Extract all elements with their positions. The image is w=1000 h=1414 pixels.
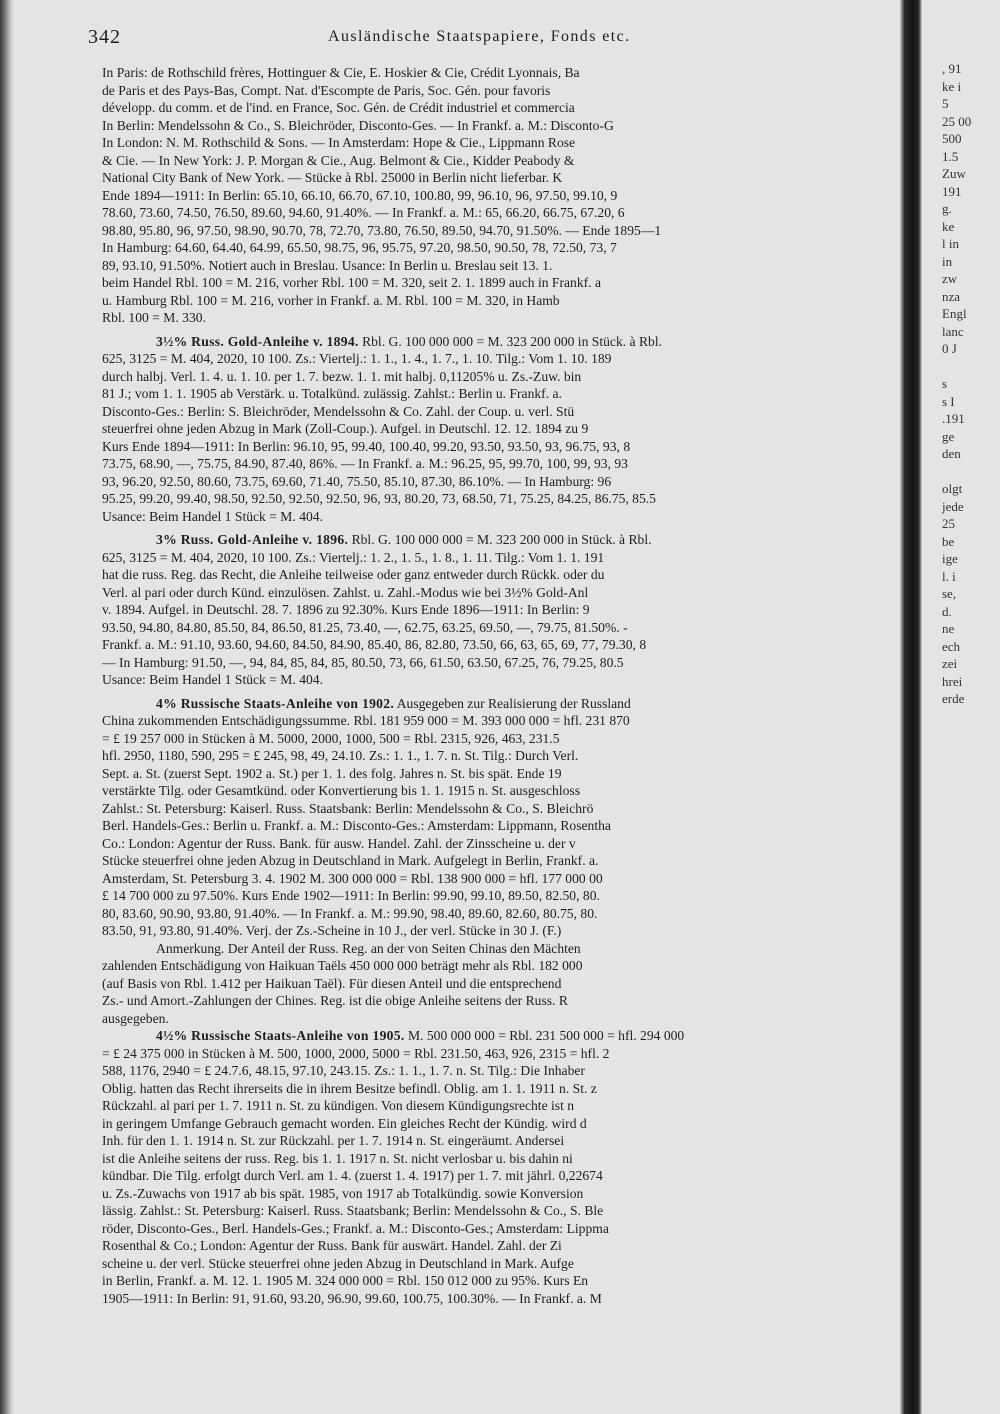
facing-page-fragment: 25 — [942, 516, 955, 531]
entry-line: Berl. Handels-Ges.: Berlin u. Frankf. a. M.: Disconto-Ges.: Amsterdam: Lippmann, Rosentha — [102, 818, 611, 833]
entry — [102, 327, 872, 526]
entry-line: China zukommenden Entschädigungssumme. Rbl. 181 959 000 = M. 393 000 000 = hfl. 231 870 — [102, 713, 630, 728]
entry-line: Amsterdam, St. Petersburg 3. 4. 1902 M. 300 000 000 = Rbl. 138 900 000 = hfl. 177 000 00 — [102, 870, 603, 886]
intro-line: Rbl. 100 = M. 330. — [102, 310, 206, 325]
entry-line: 81 J.; vom 1. 1. 1905 ab Verstärk. u. Totalkünd. zulässig. Zahlst.: Berlin u. Frankf. a. — [102, 386, 562, 401]
facing-page-fragment: l. i — [942, 568, 956, 584]
entry-line: Usance: Beim Handel 1 Stück = M. 404. — [102, 508, 323, 524]
entry-title: 3% Russ. Gold-Anleihe v. 1896. — [156, 532, 349, 547]
entry-line: röder, Disconto-Ges., Berl. Handels-Ges.; Frankf. a. M.: Disconto-Ges.; Amsterdam: Lippma — [102, 1220, 609, 1236]
intro-line: In Paris: de Rothschild frères, Hottinguer & Cie, E. Hoskier & Cie, Crédit Lyonnais, Ba — [102, 65, 580, 80]
facing-page-fragment: lanc — [942, 323, 964, 339]
intro-line: 98.80, 95.80, 96, 97.50, 98.90, 90.70, 78, 72.70, 73.80, 76.50, 89.50, 94.70, 91.50%. — Ende 1895—1 — [102, 222, 662, 238]
entry-first-line — [102, 531, 872, 549]
entry-line: Zahlst.: St. Petersburg: Kaiserl. Russ. Staatsbank: Berlin: Mendelssohn & Co., S. Bleichrö — [102, 800, 594, 816]
facing-page-fragment: 191 — [942, 183, 962, 199]
entry-title: 4½% Russische Staats-Anleihe von 1905. — [156, 1028, 405, 1043]
facing-page-fragment: 0 J — [942, 341, 957, 356]
entry-line: 73.75, 68.90, —, 75.75, 84.90, 87.40, 86%. — In Frankf. a. M.: 96.25, 95, 99.70, 100, 99, 93, 93 — [102, 456, 628, 471]
running-head — [88, 26, 878, 50]
facing-page-fragment: zei — [942, 656, 958, 671]
entry-line: — In Hamburg: 91.50, —, 94, 84, 85, 84, 85, 80.50, 73, 66, 61.50, 63.50, 67.25, 76, 79.25, 80.5 — [102, 654, 624, 670]
facing-page-fragment: 1.5 — [942, 148, 959, 164]
intro-line: 78.60, 73.60, 74.50, 76.50, 89.60, 94.60, 91.40%. — In Frankf. a. M.: 65, 66.20, 66.75, 67.20, 6 — [102, 205, 625, 220]
entry-title: 4% Russische Staats-Anleihe von 1902. — [156, 695, 395, 711]
entry-line: hat die russ. Reg. das Recht, die Anleihe teilweise oder ganz entweder durch Rückk. oder du — [102, 567, 605, 582]
entry-line: Rosenthal & Co.; London: Agentur der Russ. Bank für auswärt. Handel. Zahl. der Zi — [102, 1238, 562, 1253]
intro-line: 89, 93.10, 91.50%. Notiert auch in Breslau. Usance: In Berlin u. Breslau seit 13. 1. — [102, 257, 553, 273]
facing-page-fragment: Zuw — [942, 166, 966, 181]
entry-line: Usance: Beim Handel 1 Stück = M. 404. — [102, 672, 323, 687]
facing-page-fragment: ne — [942, 621, 955, 636]
intro-line: de Paris et des Pays-Bas, Compt. Nat. d'Escompte de Paris, Soc. Gén. pour favoris — [102, 82, 551, 98]
entry-line: £ 14 700 000 zu 97.50%. Kurs Ende 1902—1911: In Berlin: 99.90, 99.10, 89.50, 82.50, 80. — [102, 888, 600, 903]
entry-title-rest: Ausgegeben zur Realisierung der Russland — [394, 695, 631, 711]
entry-line: 1905—1911: In Berlin: 91, 91.60, 93.20, 96.90, 99.60, 100.75, 100.30%. — In Frankf. a. M — [102, 1290, 602, 1306]
facing-page-fragment: ige — [942, 551, 958, 566]
entry-line: ist die Anleihe seitens der russ. Reg. bis 1. 1. 1917 n. St. nicht verlosbar u. bis dahin ni — [102, 1150, 573, 1166]
facing-page-fragment: jede — [942, 498, 964, 514]
intro-line: In London: N. M. Rothschild & Sons. — In Amsterdam: Hope & Cie., Lippmann Rose — [102, 135, 576, 150]
entry-line: Verl. al pari oder durch Künd. einzulösen. Zahlst. u. Zahl.-Modus wie bei 3½% Gold-Anl — [102, 584, 589, 600]
entry-line: Inh. für den 1. 1. 1914 n. St. zur Rückzahl. per 1. 7. 1914 n. St. eingeräumt. Andersei — [102, 1133, 565, 1148]
entry-title-rest: Rbl. G. 100 000 000 = M. 323 200 000 in Stück. à Rbl. — [358, 333, 663, 349]
facing-page-fragment: zw — [942, 271, 958, 286]
note-line: zahlenden Entschädigung von Haikuan Taëls 450 000 000 beträgt mehr als Rbl. 182 000 — [102, 958, 583, 973]
entry-line: in geringem Umfange Gebrauch gemacht worden. Ein gleiches Recht der Kündig. wird d — [102, 1115, 587, 1131]
entry-line: scheine u. der verl. Stücke steuerfrei ohne jeden Abzug in Deutschland in Mark. Aufge — [102, 1255, 574, 1271]
section-intro — [102, 64, 872, 327]
facing-page-fragment: erde — [942, 691, 965, 706]
intro-line: In Berlin: Mendelssohn & Co., S. Bleichröder, Disconto-Ges. — In Frankf. a. M.: Disconto-G — [102, 117, 614, 133]
entry-line: u. Zs.-Zuwachs von 1917 ab bis spät. 1985, von 1917 ab Totalkündig. sowie Konversion — [102, 1185, 584, 1201]
facing-page-fragment: l in — [942, 236, 959, 251]
facing-page-fragment: 5 — [942, 96, 949, 111]
entry-title: 3½% Russ. Gold-Anleihe v. 1894. — [156, 333, 359, 349]
entry-line: Co.: London: Agentur der Russ. Bank. für ausw. Handel. Zahl. der Zinsscheine u. der v — [102, 835, 576, 851]
entry-1905 — [102, 1027, 872, 1307]
entry-line: durch halbj. Verl. 1. 4. u. 1. 10. per 1. 7. bezw. 1. 1. mit halbj. 0,11205% u. Zs.-Zuw. bin — [102, 368, 582, 384]
intro-line: Ende 1894—1911: In Berlin: 65.10, 66.10, 66.70, 67.10, 100.80, 99, 96.10, 96, 97.50, 99.10, 9 — [102, 187, 618, 203]
page-body — [102, 64, 872, 1404]
note-line: Anmerkung. Der Anteil der Russ. Reg. an der von Seiten Chinas den Mächten — [156, 940, 581, 956]
facing-page-fragment: nza — [942, 288, 961, 304]
facing-page-fragment: s I — [942, 393, 955, 409]
facing-page-fragment: .191 — [942, 411, 965, 426]
facing-page-fragment: den — [942, 446, 961, 461]
entry — [102, 689, 872, 940]
entry-line: hfl. 2950, 1180, 590, 295 = £ 245, 98, 49, 24.10. Zs.: 1. 1., 1. 7. n. St. Tilg.: Durch Verl. — [102, 748, 579, 763]
note-block — [102, 940, 872, 1028]
facing-page-fragment — [922, 463, 1000, 481]
facing-page-fragment: g. — [942, 201, 952, 216]
entry-line: 93, 96.20, 92.50, 80.60, 73.75, 69.60, 71.40, 75.50, 85.10, 87.30, 86.10%. — In Hamburg: 96 — [102, 473, 612, 489]
entry-line: 83.50, 91, 93.80, 91.40%. Verj. der Zs.-Scheine in 10 J., der verl. Stücke in 30 J. (F.) — [102, 923, 562, 938]
entry-first-line — [102, 695, 872, 713]
note-line: (auf Basis von Rbl. 1.412 per Haikuan Taël). Für diesen Anteil und die entsprechend — [102, 975, 562, 991]
facing-page-fragment — [922, 358, 1000, 376]
page-left-shadow — [0, 0, 14, 1414]
intro-line: u. Hamburg Rbl. 100 = M. 216, vorher in Frankf. a. M. Rbl. 100 = M. 320, in Hamb — [102, 292, 560, 308]
running-title: Ausländische Staatspapiere, Fonds etc. — [328, 28, 631, 45]
facing-page-fragment: Engl — [942, 306, 967, 321]
page-number: 342 — [88, 26, 121, 48]
entry-line: v. 1894. Aufgel. in Deutschl. 28. 7. 1896 zu 92.30%. Kurs Ende 1896—1911: In Berlin: 9 — [102, 602, 590, 617]
intro-line: & Cie. — In New York: J. P. Morgan & Cie., Aug. Belmont & Cie., Kidder Peabody & — [102, 152, 575, 168]
entry-title-rest: M. 500 000 000 = Rbl. 231 500 000 = hfl. 294 000 — [404, 1028, 685, 1043]
entry-line: = £ 24 375 000 in Stücken à M. 500, 1000, 2000, 5000 = Rbl. 231.50, 463, 926, 2315 = hfl. 2 — [102, 1045, 610, 1061]
facing-page-fragment: ech — [942, 638, 961, 654]
entry-line: steuerfrei ohne jeden Abzug in Mark (Zoll-Coup.). Aufgel. in Deutschl. 12. 12. 1894 zu 9 — [102, 421, 589, 436]
facing-page-fragment: s — [942, 376, 948, 391]
facing-page-fragment: hrei — [942, 673, 963, 689]
entry-line: Stücke steuerfrei ohne jeden Abzug in Deutschland in Mark. Aufgelegt in Berlin, Frankf. a. — [102, 853, 599, 868]
entry-line: Sept. a. St. (zuerst Sept. 1902 a. St.) per 1. 1. des folg. Jahres n. St. bis spät. Ende 19 — [102, 765, 562, 781]
facing-page-fragment: be — [942, 533, 955, 549]
entry-line: 588, 1176, 2940 = £ 24.7.6, 48.15, 97.10, 243.15. Zs.: 1. 1., 1. 7. n. St. Tilg.: Die Inhaber — [102, 1063, 585, 1078]
facing-page-fragment: , 91 — [942, 61, 962, 76]
facing-page-fragment: 25 00 — [942, 113, 972, 129]
entry-line: Disconto-Ges.: Berlin: S. Bleichröder, Mendelssohn & Co. Zahl. der Coup. u. verl. Stü — [102, 403, 575, 419]
facing-page-fragment: ge — [942, 428, 955, 444]
entry — [102, 525, 872, 689]
entry-line: 80, 83.60, 90.90, 93.80, 91.40%. — In Frankf. a. M.: 99.90, 98.40, 89.60, 82.60, 80.75, 80. — [102, 905, 598, 921]
intro-line: développ. du comm. et de l'ind. en France, Soc. Gén. de Crédit industriel et commercia — [102, 100, 575, 115]
entry-line: lässig. Zahlst.: St. Petersburg: Kaiserl. Russ. Staatsbank; Berlin: Mendelssohn & Co., S. Ble — [102, 1203, 604, 1218]
entry-line: 93.50, 94.80, 84.80, 85.50, 84, 86.50, 81.25, 73.40, —, 62.75, 63.25, 69.50, —, 79.75, 81.50%. - — [102, 619, 628, 635]
entry-line: verstärkte Tilg. oder Gesamtkünd. oder Konvertierung bis 1. 1. 1915 n. St. ausgeschloss — [102, 783, 580, 798]
note-line: ausgegeben. — [102, 1010, 169, 1026]
note-line: Zs.- und Amort.-Zahlungen der Chines. Reg. ist die obige Anleihe seitens der Russ. R — [102, 993, 568, 1008]
facing-page-fragment: ke i — [942, 78, 962, 94]
entry-line: Rückzahl. al pari per 1. 7. 1911 n. St. zu kündigen. Von diesem Kündigungsrechte ist n — [102, 1098, 575, 1113]
entry-line: 625, 3125 = M. 404, 2020, 10 100. Zs.: Viertelj.: 1. 2., 1. 5., 1. 8., 1. 11. Tilg.: Vom 1. 1. 191 — [102, 549, 605, 565]
entry-line: in Berlin, Frankf. a. M. 12. 1. 1905 M. 324 000 000 = Rbl. 150 012 000 zu 95%. Kurs En — [102, 1273, 589, 1288]
facing-page-fragment: d. — [942, 603, 952, 619]
facing-page-fragment: in — [942, 253, 953, 269]
facing-page-fragment: ke — [942, 218, 955, 234]
entry-line: = £ 19 257 000 in Stücken à M. 5000, 2000, 1000, 500 = Rbl. 2315, 926, 463, 231.5 — [102, 730, 560, 746]
facing-page-fragment: se, — [942, 586, 957, 601]
entry-first-line — [102, 333, 872, 351]
facing-page-edge — [922, 60, 1000, 760]
facing-page-fragment: olgt — [942, 481, 963, 496]
intro-line: beim Handel Rbl. 100 = M. 216, vorher Rbl. 100 = M. 320, seit 2. 1. 1899 auch in Frankf. a — [102, 275, 601, 290]
facing-page-fragment: 500 — [942, 131, 962, 146]
entry-line: Frankf. a. M.: 91.10, 93.60, 94.60, 84.50, 84.90, 85.40, 86, 82.80, 73.50, 66, 63, 65, 69, 77, 79.30, 8 — [102, 637, 647, 652]
intro-line: National City Bank of New York. — Stücke à Rbl. 25000 in Berlin nicht lieferbar. K — [102, 170, 563, 185]
entry-line: 95.25, 99.20, 99.40, 98.50, 92.50, 92.50, 92.50, 96, 93, 80.20, 73, 68.50, 71, 75.25, 84.25, 86.75, 85.5 — [102, 491, 656, 506]
entry-title-rest: Rbl. G. 100 000 000 = M. 323 200 000 in Stück. à Rbl. — [348, 532, 652, 547]
entry-line: 625, 3125 = M. 404, 2020, 10 100. Zs.: Viertelj.: 1. 1., 1. 4., 1. 7., 1. 10. Tilg.: Vom 1. 10. 189 — [102, 351, 612, 366]
intro-line: In Hamburg: 64.60, 64.40, 64.99, 65.50, 98.75, 96, 95.75, 97.20, 98.50, 90.50, 78, 72.50, 73, 7 — [102, 240, 617, 255]
book-gutter — [900, 0, 922, 1414]
entries — [102, 327, 872, 940]
entry-first-line — [102, 1027, 872, 1045]
entry-line: Oblig. hatten das Recht ihrerseits die in ihrem Besitze befindl. Oblig. am 1. 1. 1911 n. St. z — [102, 1080, 597, 1096]
entry-line: Kurs Ende 1894—1911: In Berlin: 96.10, 95, 99.40, 100.40, 99.20, 93.50, 93.50, 93, 96.75, 93, 8 — [102, 438, 631, 454]
entry-line: kündbar. Die Tilg. erfolgt durch Verl. am 1. 4. (zuerst 1. 4. 1917) per 1. 7. mit jährl. 0,22674 — [102, 1168, 603, 1183]
